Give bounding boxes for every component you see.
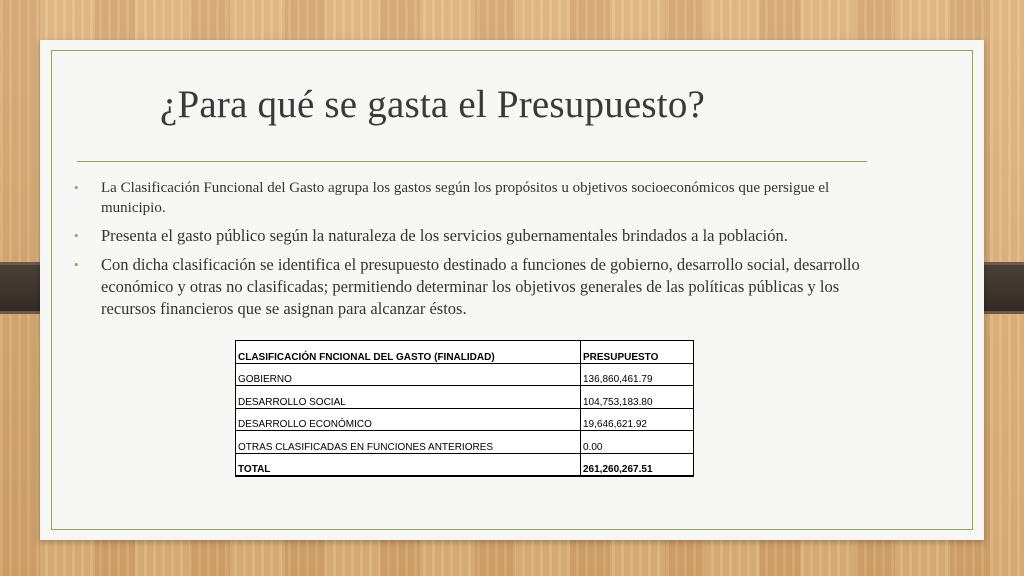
budget-table [235,340,694,477]
bullet-icon: • [74,257,79,272]
row-value: 19,646,621.92 [581,408,694,431]
row-value: 0.00 [581,431,694,454]
row-label: OTRAS CLASIFICADAS EN FUNCIONES ANTERIORES [236,431,581,454]
bullet-icon: • [74,228,79,243]
table-header-row [236,341,694,364]
row-value: 136,860,461.79 [581,363,694,386]
bullet-list [74,178,864,327]
bullet-item [74,254,864,320]
row-label: DESARROLLO ECONÓMICO [236,408,581,431]
table-row [236,431,694,454]
header-classification: CLASIFICACIÓN FNCIONAL DEL GASTO (FINALIDAD) [236,341,581,364]
bullet-item [74,225,864,247]
table-row [236,408,694,431]
table-row [236,363,694,386]
row-label: GOBIERNO [236,363,581,386]
bullet-text: La Clasificación Funcional del Gasto agrupa los gastos según los propósitos u objetivos socioeconómicos que persigue el municipio. [101,180,830,216]
row-value: 104,753,183.80 [581,386,694,409]
title-divider [77,161,867,162]
bullet-icon: • [74,180,79,195]
header-budget: PRESUPUESTO [581,341,694,364]
row-label: DESARROLLO SOCIAL [236,386,581,409]
bullet-text: Presenta el gasto público según la naturaleza de los servicios gubernamentales brindados a la población. [101,226,788,245]
slide-title: ¿Para qué se gasta el Presupuesto? [160,83,706,126]
bullet-item [74,178,864,218]
table-row [236,386,694,409]
table-total-row [236,453,694,476]
total-label: TOTAL [236,453,581,476]
total-value: 261,260,267.51 [581,453,694,476]
bullet-text: Con dicha clasificación se identifica el presupuesto destinado a funciones de gobierno, desarrollo social, desarrollo económico y otras no clasificadas; permitiendo determinar los objetivos generales de las políticas públicas y los recursos financieros que se asignan para alcanzar éstos. [101,255,860,318]
